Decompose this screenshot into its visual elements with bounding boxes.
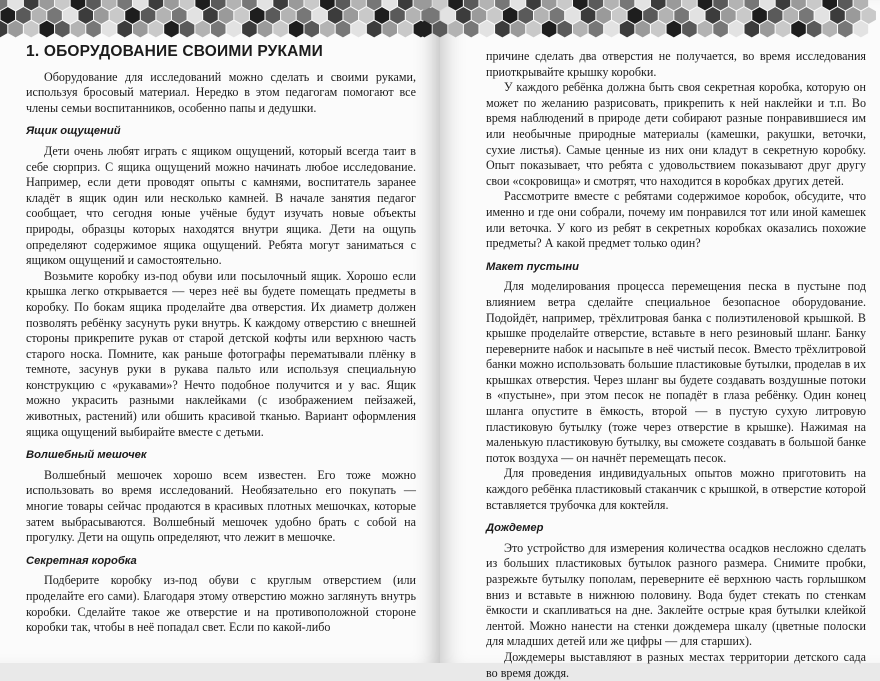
hexagon-tile [219,7,234,24]
hexagon-tile [472,7,487,24]
hexagon-tile [304,21,319,38]
paragraph: Волшебный мешочек хорошо всем известен. Его тоже можно использовать во время исследований. Необязательно его покупать — многие товары сейчас продаются в красивых плотных мешочках, которые затем выбрасываются. Волшебный мешочек удобно брать с собой на прогулку. Дети на ощупь определяют, что лежит в мешочке. [26,467,416,545]
hexagon-tile [518,7,533,24]
hexagon-tile [188,7,203,24]
hexagon-tile [359,7,374,24]
hexagon-tile [487,7,502,24]
hexagon-tile [791,21,806,38]
hexagon-tile [596,7,611,24]
hexagon-tile [234,7,249,24]
hexagon-tile [674,7,689,24]
hexagon-tile [815,7,830,24]
hexagon-tile [133,21,148,38]
hexagon-tile [0,21,7,38]
hexagon-tile [1,7,16,24]
hexagon-tile [172,7,187,24]
hexagon-tile [620,21,635,38]
hexagon-tile [382,21,397,38]
hexagon-tile [542,21,557,38]
hexagon-tile [441,7,456,24]
hexagon-tile [78,7,93,24]
hexagon-tile [110,7,125,24]
paragraph: Рассмотрите вместе с ребятами содержимое коробок, обсудите, что именно и где они собрали, почему им понравился тот или иной камешек или веточка. У кого из ребят в секретных коробках оказались похожие предметы? А какой предмет только один? [486,189,866,251]
hexagon-tile [550,7,565,24]
hexagon-tile [258,21,273,38]
hexagon-tile [464,21,479,38]
hexagon-tile [503,7,518,24]
hexagon-tile [351,21,366,38]
hexagon-tile [281,7,296,24]
paragraph: Дождемеры выставляют в разных местах территории детского сада во время дождя. [486,649,866,680]
hexagon-tile [854,21,869,38]
hexagon-tile [635,21,650,38]
hexagon-tile [102,21,117,38]
hexagon-tile [557,21,572,38]
hexagon-tile [297,7,312,24]
hexagon-tile [343,7,358,24]
hexagon-tile [86,21,101,38]
chapter-title: 1. ОБОРУДОВАНИЕ СВОИМИ РУКАМИ [26,43,324,60]
hexagon-tile [180,21,195,38]
hexagon-tile [526,21,541,38]
left-page-text [26,40,416,636]
hexagon-tile [448,21,463,38]
hexagon-tile [312,7,327,24]
hexagon-tile [479,21,494,38]
hexagon-tile [861,7,876,24]
section-heading-secret-box: Секретная коробка [26,554,137,567]
hexagon-tile [273,21,288,38]
intro-paragraph: Оборудование для исследований можно сделать и своими руками, используя бросовый материал. Нередко в этом педагогам помогают все члены семьи воспитанников, особенно папы и дедушки. [26,69,416,115]
hexagon-tile [534,7,549,24]
hexagon-tile [581,7,596,24]
hexagon-tile [573,21,588,38]
paragraph: Для проведения индивидуальных опытов можно приготовить на каждого ребёнка пластиковый стаканчик с крышкой, в отверстие которой вставляется трубочка для коктейля. [486,466,866,512]
hexagon-tile [390,7,405,24]
hexagon-tile [830,7,845,24]
hexagon-tile [266,7,281,24]
section-heading-desert-model: Макет пустыни [486,260,579,273]
hexagon-tile [628,7,643,24]
hexagon-tile [320,21,335,38]
hexagon-tile [125,7,140,24]
hexagon-tile [846,7,861,24]
hexagon-tile [744,21,759,38]
hexagon-tile [807,21,822,38]
hexagon-decoration [0,0,440,24]
hexagon-tile [667,21,682,38]
hexagon-tile [211,21,226,38]
hexagon-tile [799,7,814,24]
paragraph: Возьмите коробку из-под обуви или посылочный ящик. Хорошо если крышка легко открывается — через неё вы будете помещать предметы в коробку. По бокам ящика проделайте два отверстия. Их диаметр должен позволять ребёнку засунуть руки внутрь. К каждому отверстию с внешней стороны прикрепите рукав от старой детской кофты или верхнюю часть старого носка. Помните, как раньше фотографы перематывали плёнку в темноте, засунув руки в рукава пальто или используя специальную конструкцию с «рукавами»? Нечто подобное получится и у вас. Ящик можно украсить разными наклейками (с изображением пейзажей, животных, растений) или обшить красивой тканью. Вариант оформления ящика ощущений выбирайте вместе с детьми. [26,268,416,439]
section-heading-rain-gauge: Дождемер [486,522,544,535]
hexagon-tile [63,7,78,24]
section-heading-sensation-box: Ящик ощущений [26,125,121,138]
hexagon-tile [55,21,70,38]
paragraph: Для моделирования процесса перемещения песка в пустыне под влиянием ветра сделайте специальное безопасное оборудование. Подойдёт, например, трёхлитровая банка с полиэтиленовой крышкой. В крышке проделайте отверстие, вставьте в него резиновый шланг. Банку переверните набок и насыпьте в неё чистый песок. Вместо трёхлитровой банки можно использовать большие пластиковые бутылки, проделав в их крышках отверстия. Через шланг вы будете создавать воздушные потоки в «пустыне», при этом песок не попадёт в глаза ребёнку. Один конец шланга опустите в ёмкость, второй — в пустую сухую литровую пластиковую бутылку (тоже через отверстие в крышке). Нажимая на маленькую пластиковую бутылку, вы сможете создавать в большой банке поток воздуха — он начнёт перемещать песок. [486,279,866,465]
paragraph: У каждого ребёнка должна быть своя секретная коробка, которую он может по желанию разрисовать, прикрепить к ней наклейки и т.п. Во время наблюдений в природе дети собирают разные понравившиеся им или необычные природные материалы (камешки, ракушки, веточки, сухие листья). Самые ценные из них они кладут в секретную коробку. Опыт показывает, что ребята с удовольствием показывают друг другу свои «сокровища» и смотрят, что находится в коробках других детей. [486,80,866,188]
hexagon-tile [156,7,171,24]
hexagon-tile [250,7,265,24]
hexagon-tile [336,21,351,38]
hexagon-tile [71,21,86,38]
hexagon-tile [822,21,837,38]
hexagon-tile [24,21,39,38]
hexagon-tile [783,7,798,24]
hexagon-tile [495,21,510,38]
hexagon-tile [643,7,658,24]
hexagon-tile [752,7,767,24]
hexagon-tile [164,21,179,38]
hexagon-tile [39,21,54,38]
hexagon-tile [16,7,31,24]
section-heading-magic-bag: Волшебный мешочек [26,449,147,462]
hexagon-tile [776,21,791,38]
hexagon-tile [589,21,604,38]
hexagon-tile [203,7,218,24]
hexagon-tile [612,7,627,24]
hexagon-tile [328,7,343,24]
hexagon-tile [242,21,257,38]
hexagon-tile [729,21,744,38]
continuation-paragraph: причине сделать два отверстия не получается, во время исследования приоткрывайте крышку коробки. [486,49,866,79]
hexagon-tile [367,21,382,38]
hexagon-tile [721,7,736,24]
hexagon-tile [32,7,47,24]
hexagon-tile [768,7,783,24]
hexagon-tile [690,7,705,24]
right-page [440,0,880,680]
paragraph: Подберите коробку из-под обуви с круглым отверстием (или проделайте его сами). Благодаря этому отверстию можно заглянуть внутрь коробки. Сделайте такое же отверстие и на противоположной стороне коробки так, чтобы в неё попадал свет. Если по какой-либо [26,573,416,635]
hexagon-tile [511,21,526,38]
hexagon-tile [406,7,421,24]
right-page-text [486,49,866,681]
paragraph: Это устройство для измерения количества осадков несложно сделать из больших пластиковых бутылок разного размера. Снимите пробки, разрежьте бутылку пополам, переверните её верхнюю часть горлышком вниз и вставьте в нижнюю половину. Вода будет стекать по стенкам ёмкости и скапливаться на дне. Заклейте острые края бутылки клейкой лентой. Можно нанести на стенки дождемера шкалу (цветные полоски для младших детей или же цифры — для старших). [486,540,866,649]
hexagon-tile [682,21,697,38]
hexagon-tile [698,21,713,38]
hexagon-decoration [440,0,880,24]
hexagon-tile [375,7,390,24]
hexagon-tile [141,7,156,24]
hexagon-tile [737,7,752,24]
hexagon-tile [47,7,62,24]
hexagon-tile [456,7,471,24]
hexagon-tile [659,7,674,24]
hexagon-tile [94,7,109,24]
paragraph: Дети очень любят играть с ящиком ощущений, который всегда таит в себе сюрприз. С ящика ощущений можно начинать любое исследование. Например, если дети проводят опыты с камнями, воспитатель заранее кладёт в ящик один или несколько камней. В начале занятия педагог сообщает, что сегодня юные учёные будут изучать новые объекты природы, образцы которых находятся внутри ящика. Дети на ощупь определяют содержимое ящика ощущений. Ребята могут заниматься с ящиком ощущений и самостоятельно. [26,143,416,268]
hexagon-tile [398,21,413,38]
hexagon-tile [289,21,304,38]
hexagon-tile [565,7,580,24]
hexagon-tile [651,21,666,38]
hexagon-tile [227,21,242,38]
hexagon-tile [838,21,853,38]
hexagon-tile [149,21,164,38]
hexagon-tile [760,21,775,38]
hexagon-tile [117,21,132,38]
hexagon-tile [195,21,210,38]
hexagon-tile [706,7,721,24]
hexagon-tile [8,21,23,38]
hexagon-tile [604,21,619,38]
hexagon-tile [713,21,728,38]
left-page [0,0,440,663]
